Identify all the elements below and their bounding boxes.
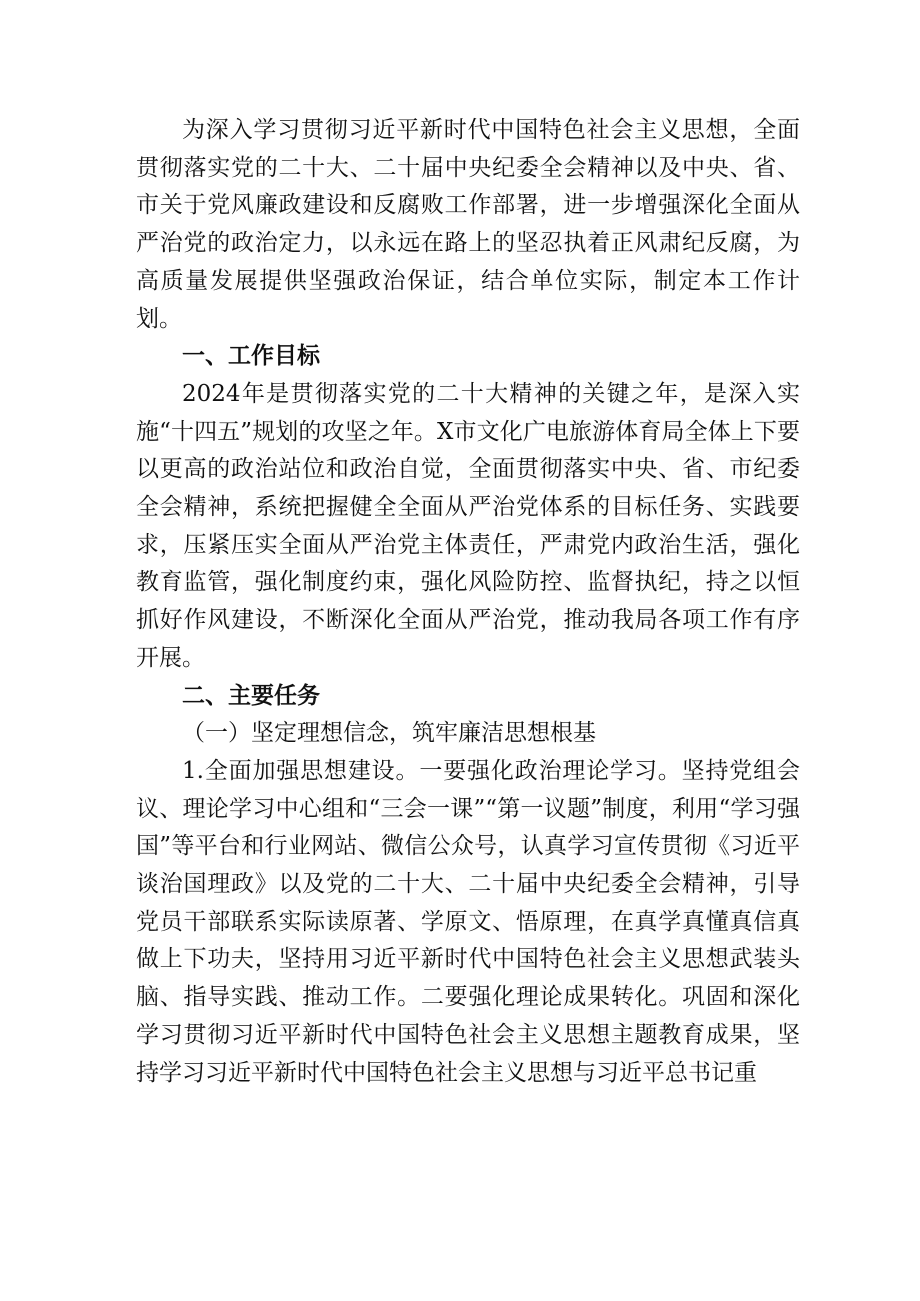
section-heading-work-goals: 一、工作目标 [182,343,320,370]
task-item-paragraph: 1.全面加强思想建设。一要强化政治理论学习。坚持党组会议、理论学习中心组和“三会一课”“第一议题”制度，利用“学习强国”等平台和行业网站、微信公众号，认真学习宣传贯彻《习近平谈治国理政》以及党的二十大、二十届中央纪委全会精神，引导党员干部联系实际读原著、学原文、悟原理，在真学真懂真信真做上下功夫，坚持用习近平新时代中国特色社会主义思想武装头脑、指导实践、推动工作。二要强化理论成果转化。巩固和深化学习贯彻习近平新时代中国特色社会主义思想主题教育成果，坚持学习习近平新时代中国特色社会主义思想与习近平总书记重 [136,757,800,1086]
section-heading-main-tasks: 二、主要任务 [182,682,320,709]
document-page [136,112,800,1092]
intro-paragraph: 为深入学习贯彻习近平新时代中国特色社会主义思想，全面贯彻落实党的二十大、二十届中央纪委全会精神以及中央、省、市关于党风廉政建设和反腐败工作部署，进一步增强深化全面从严治党的政治定力，以永远在路上的坚忍执着正风肃纪反腐，为高质量发展提供坚强政治保证，结合单位实际，制定本工作计划。 [136,117,800,332]
subsection-heading-ideals: （一）坚定理想信念，筑牢廉洁思想根基 [182,720,596,747]
work-goals-paragraph: 2024年是贯彻落实党的二十大精神的关键之年，是深入实施“十四五”规划的攻坚之年。X市文化广电旅游体育局全体上下要以更高的政治站位和政治自觉，全面贯彻落实中央、省、市纪委全会精神，系统把握健全全面从严治党体系的目标任务、实践要求，压紧压实全面从严治党主体责任，严肃党内政治生活，强化教育监管，强化制度约束，强化风险防控、监督执纪，持之以恒抓好作风建设，不断深化全面从严治党，推动我局各项工作有序开展。 [136,380,800,671]
